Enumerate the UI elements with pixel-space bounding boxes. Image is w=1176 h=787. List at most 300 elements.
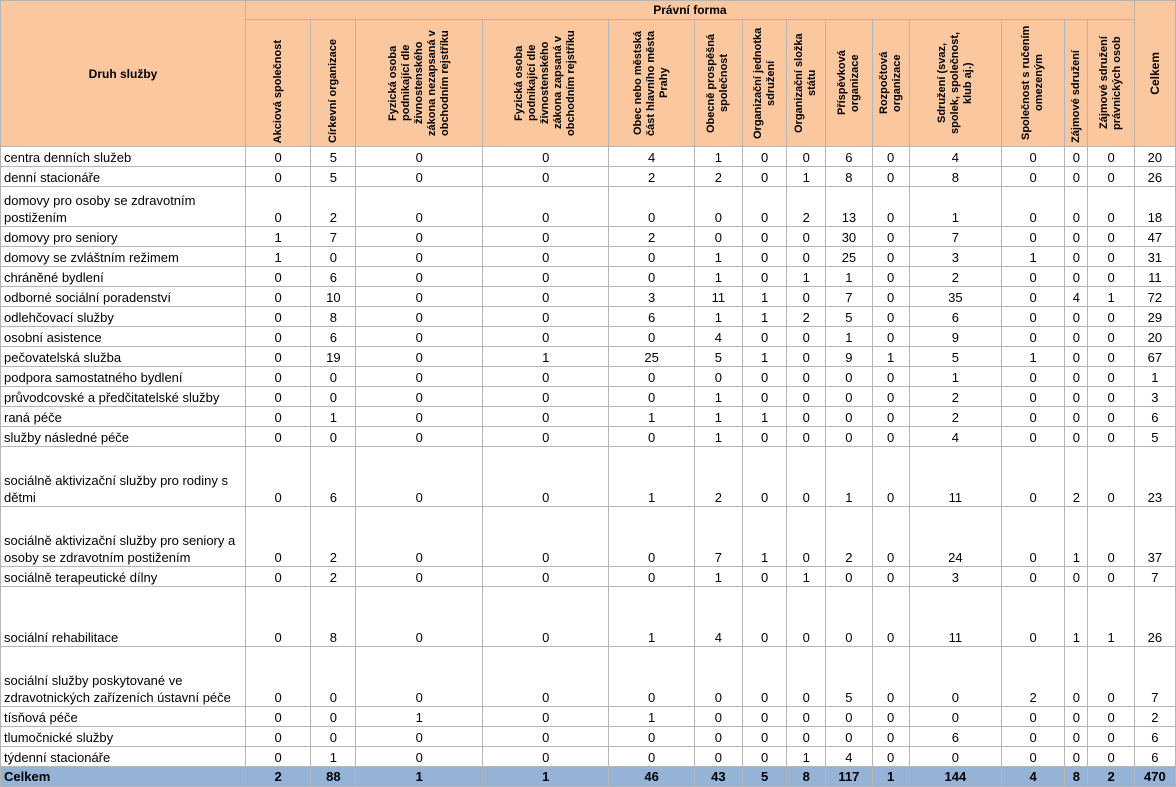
column-header: Akciová společnost — [246, 20, 311, 147]
column-header: Fyzická osoba podnikající dle živnostenského zákona nezapsaná v obchodním rejstříku — [356, 20, 483, 147]
table-cell: 0 — [356, 307, 483, 327]
row-total: 1 — [1134, 367, 1175, 387]
table-cell: 0 — [1065, 727, 1088, 747]
table-cell: 2 — [909, 387, 1001, 407]
row-total: 23 — [1134, 447, 1175, 507]
service-name: pečovatelská služba — [1, 347, 246, 367]
table-cell: 0 — [356, 287, 483, 307]
table-cell: 0 — [694, 707, 742, 727]
row-total: 6 — [1134, 727, 1175, 747]
table-cell: 2 — [694, 447, 742, 507]
table-cell: 0 — [872, 167, 909, 187]
table-cell: 0 — [356, 407, 483, 427]
table-cell: 3 — [609, 287, 694, 307]
service-name: osobní asistence — [1, 327, 246, 347]
table-cell: 0 — [872, 247, 909, 267]
table-cell: 0 — [482, 227, 609, 247]
table-cell: 9 — [826, 347, 872, 367]
table-cell: 0 — [482, 747, 609, 767]
table-cell: 11 — [694, 287, 742, 307]
row-total: 3 — [1134, 387, 1175, 407]
table-cell: 0 — [356, 427, 483, 447]
table-cell: 0 — [787, 727, 826, 747]
table-body — [1, 147, 1176, 767]
table-cell: 0 — [482, 387, 609, 407]
table-cell: 0 — [787, 407, 826, 427]
table-cell: 0 — [1088, 227, 1134, 247]
table-cell: 0 — [482, 727, 609, 747]
table-cell: 1 — [311, 747, 356, 767]
table-cell: 1 — [743, 507, 787, 567]
column-header: Společnost s ručením omezeným — [1002, 20, 1065, 147]
table-cell: 0 — [743, 367, 787, 387]
table-cell: 0 — [356, 187, 483, 227]
table-cell: 2 — [787, 307, 826, 327]
table-row — [1, 247, 1176, 267]
table-cell: 0 — [743, 267, 787, 287]
table-cell: 0 — [482, 307, 609, 327]
table-cell: 1 — [1002, 247, 1065, 267]
table-cell: 0 — [1002, 307, 1065, 327]
table-cell: 0 — [826, 387, 872, 407]
table-cell: 0 — [1065, 307, 1088, 327]
table-cell: 5 — [311, 167, 356, 187]
table-cell: 1 — [694, 147, 742, 167]
total-cell: 4 — [1002, 767, 1065, 787]
table-cell: 0 — [609, 327, 694, 347]
table-cell: 5 — [826, 647, 872, 707]
table-cell: 0 — [1065, 227, 1088, 247]
table-cell: 8 — [311, 587, 356, 647]
table-cell: 0 — [482, 567, 609, 587]
table-cell: 0 — [743, 227, 787, 247]
row-total: 6 — [1134, 407, 1175, 427]
service-name: odborné sociální poradenství — [1, 287, 246, 307]
table-cell: 0 — [694, 727, 742, 747]
group-header: Právní forma — [246, 1, 1135, 20]
table-cell: 0 — [1002, 367, 1065, 387]
table-cell: 0 — [482, 187, 609, 227]
table-cell: 7 — [694, 507, 742, 567]
table-cell: 0 — [311, 367, 356, 387]
table-cell: 0 — [694, 747, 742, 767]
table-row — [1, 187, 1176, 227]
table-cell: 0 — [246, 587, 311, 647]
table-cell: 2 — [1002, 647, 1065, 707]
table-cell: 0 — [694, 367, 742, 387]
service-name: sociálně aktivizační služby pro rodiny s dětmi — [1, 447, 246, 507]
table-cell: 0 — [1002, 587, 1065, 647]
table-cell: 0 — [1002, 727, 1065, 747]
table-cell: 5 — [694, 347, 742, 367]
table-cell: 1 — [787, 567, 826, 587]
table-cell: 1 — [1002, 347, 1065, 367]
table-cell: 1 — [694, 247, 742, 267]
service-name: odlehčovací služby — [1, 307, 246, 327]
table-cell: 0 — [872, 227, 909, 247]
table-cell: 1 — [826, 267, 872, 287]
table-cell: 6 — [909, 307, 1001, 327]
table-cell: 0 — [826, 367, 872, 387]
table-cell: 0 — [482, 427, 609, 447]
table-cell: 1 — [694, 427, 742, 447]
table-row — [1, 387, 1176, 407]
table-cell: 0 — [356, 347, 483, 367]
table-cell: 0 — [1002, 747, 1065, 767]
table-cell: 2 — [787, 187, 826, 227]
table-cell: 0 — [356, 247, 483, 267]
total-cell: 88 — [311, 767, 356, 787]
table-cell: 2 — [1065, 447, 1088, 507]
table-cell: 0 — [743, 147, 787, 167]
table-cell: 1 — [743, 347, 787, 367]
table-cell: 0 — [1065, 747, 1088, 767]
service-name: služby následné péče — [1, 427, 246, 447]
table-row — [1, 267, 1176, 287]
table-footer — [1, 767, 1176, 787]
table-cell: 35 — [909, 287, 1001, 307]
service-name: domovy pro osoby se zdravotním postižením — [1, 187, 246, 227]
table-cell: 0 — [311, 727, 356, 747]
table-cell: 0 — [872, 507, 909, 567]
table-cell: 0 — [1088, 187, 1134, 227]
table-cell: 7 — [311, 227, 356, 247]
column-header: Rozpočtová organizace — [872, 20, 909, 147]
table-cell: 0 — [787, 587, 826, 647]
table-cell: 0 — [872, 387, 909, 407]
table-cell: 0 — [356, 747, 483, 767]
table-cell: 0 — [826, 587, 872, 647]
table-cell: 0 — [1002, 147, 1065, 167]
table-cell: 0 — [1065, 647, 1088, 707]
column-header: Zájmové sdružení právnických osob — [1088, 20, 1134, 147]
table-cell: 0 — [1065, 367, 1088, 387]
table-cell: 0 — [787, 427, 826, 447]
table-cell: 0 — [482, 247, 609, 267]
table-cell: 0 — [1002, 407, 1065, 427]
column-header: Fyzická osoba podnikající dle živnostenského zákona zapsaná v obchodním rejstříku — [482, 20, 609, 147]
table-cell: 0 — [743, 247, 787, 267]
table-cell: 0 — [356, 227, 483, 247]
table-cell: 0 — [872, 187, 909, 227]
table-cell: 2 — [909, 407, 1001, 427]
table-cell: 0 — [356, 367, 483, 387]
table-cell: 0 — [609, 747, 694, 767]
table-row — [1, 587, 1176, 647]
table-cell: 0 — [356, 507, 483, 567]
table-row — [1, 707, 1176, 727]
table-cell: 0 — [356, 587, 483, 647]
table-cell: 0 — [356, 567, 483, 587]
row-header: Druh služby — [1, 1, 246, 147]
table-cell: 0 — [246, 167, 311, 187]
table-cell: 2 — [609, 227, 694, 247]
table-cell: 10 — [311, 287, 356, 307]
table-cell: 0 — [1065, 407, 1088, 427]
table-cell: 0 — [246, 387, 311, 407]
table-cell: 1 — [609, 447, 694, 507]
table-cell: 0 — [482, 267, 609, 287]
table-cell: 0 — [1088, 407, 1134, 427]
table-cell: 0 — [482, 147, 609, 167]
table-cell: 0 — [743, 387, 787, 407]
table-cell: 2 — [826, 507, 872, 567]
table-cell: 1 — [356, 707, 483, 727]
table-cell: 2 — [909, 267, 1001, 287]
table-cell: 0 — [826, 707, 872, 727]
table-cell: 1 — [826, 327, 872, 347]
column-header: Organizační jednotka sdružení — [743, 20, 787, 147]
table-cell: 1 — [787, 267, 826, 287]
column-header: Církevní organizace — [311, 20, 356, 147]
table-cell: 1 — [787, 747, 826, 767]
table-cell: 0 — [872, 147, 909, 167]
table-cell: 0 — [246, 507, 311, 567]
table-cell: 5 — [909, 347, 1001, 367]
column-header: Obecně prospěšná společnost — [694, 20, 742, 147]
table-row — [1, 747, 1176, 767]
column-header: Sdružení (svaz, spolek, společnost, klub aj.) — [909, 20, 1001, 147]
row-total: 11 — [1134, 267, 1175, 287]
table-cell: 7 — [909, 227, 1001, 247]
row-total: 26 — [1134, 167, 1175, 187]
table-cell: 0 — [787, 707, 826, 727]
table-cell: 11 — [909, 447, 1001, 507]
table-cell: 0 — [246, 407, 311, 427]
table-cell: 0 — [872, 567, 909, 587]
table-cell: 0 — [482, 367, 609, 387]
table-row — [1, 427, 1176, 447]
table-cell: 8 — [826, 167, 872, 187]
column-header: Obec nebo městská část hlavního města Prahy — [609, 20, 694, 147]
table-cell: 0 — [872, 427, 909, 447]
table-cell: 0 — [694, 647, 742, 707]
table-cell: 0 — [872, 267, 909, 287]
row-total: 31 — [1134, 247, 1175, 267]
table-cell: 0 — [356, 447, 483, 507]
table-cell: 0 — [1088, 507, 1134, 567]
service-name: raná péče — [1, 407, 246, 427]
table-cell: 0 — [482, 407, 609, 427]
table-cell: 0 — [1088, 267, 1134, 287]
table-cell: 0 — [909, 747, 1001, 767]
table-cell: 1 — [609, 407, 694, 427]
service-name: tlumočnické služby — [1, 727, 246, 747]
table-cell: 7 — [826, 287, 872, 307]
table-cell: 13 — [826, 187, 872, 227]
table-cell: 0 — [694, 187, 742, 227]
table-cell: 0 — [1088, 347, 1134, 367]
service-name: průvodcovské a předčitatelské služby — [1, 387, 246, 407]
table-cell: 0 — [1088, 707, 1134, 727]
table-cell: 3 — [909, 247, 1001, 267]
table-cell: 4 — [609, 147, 694, 167]
table-cell: 1 — [246, 227, 311, 247]
total-cell: 5 — [743, 767, 787, 787]
table-cell: 0 — [1088, 307, 1134, 327]
table-cell: 0 — [1065, 247, 1088, 267]
table-cell: 0 — [743, 327, 787, 347]
table-cell: 0 — [743, 427, 787, 447]
table-cell: 4 — [909, 427, 1001, 447]
table-cell: 0 — [1088, 367, 1134, 387]
table-cell: 0 — [1002, 227, 1065, 247]
table-cell: 0 — [609, 387, 694, 407]
service-name: tísňová péče — [1, 707, 246, 727]
table-cell: 4 — [909, 147, 1001, 167]
table-cell: 1 — [872, 347, 909, 367]
table-cell: 0 — [787, 447, 826, 507]
row-total: 20 — [1134, 327, 1175, 347]
table-cell: 0 — [609, 267, 694, 287]
table-cell: 1 — [743, 407, 787, 427]
table-cell: 6 — [311, 447, 356, 507]
service-name: sociálně terapeutické dílny — [1, 567, 246, 587]
table-cell: 11 — [909, 587, 1001, 647]
table-cell: 0 — [872, 747, 909, 767]
table-cell: 0 — [787, 347, 826, 367]
row-total: 67 — [1134, 347, 1175, 367]
table-cell: 0 — [482, 507, 609, 567]
table-cell: 0 — [246, 707, 311, 727]
table-cell: 2 — [694, 167, 742, 187]
table-cell: 0 — [826, 567, 872, 587]
table-cell: 0 — [1002, 507, 1065, 567]
service-name: sociální služby poskytované ve zdravotnických zařízeních ústavní péče — [1, 647, 246, 707]
column-header: Organizační složka státu — [787, 20, 826, 147]
total-label: Celkem — [1, 767, 246, 787]
table-cell: 6 — [311, 327, 356, 347]
row-total: 7 — [1134, 647, 1175, 707]
table-cell: 0 — [246, 367, 311, 387]
table-cell: 0 — [826, 407, 872, 427]
table-cell: 1 — [694, 567, 742, 587]
table-cell: 0 — [246, 327, 311, 347]
total-header: Celkem — [1134, 1, 1175, 147]
table-row — [1, 347, 1176, 367]
table-cell: 0 — [826, 427, 872, 447]
service-name: centra denních služeb — [1, 147, 246, 167]
table-row — [1, 567, 1176, 587]
total-cell: 46 — [609, 767, 694, 787]
table-cell: 0 — [482, 287, 609, 307]
total-cell: 43 — [694, 767, 742, 787]
table-cell: 0 — [872, 587, 909, 647]
table-cell: 0 — [1088, 147, 1134, 167]
table-cell: 0 — [1002, 387, 1065, 407]
table-cell: 0 — [609, 427, 694, 447]
table-cell: 0 — [1065, 347, 1088, 367]
table-row — [1, 407, 1176, 427]
table-cell: 0 — [1088, 167, 1134, 187]
row-total: 5 — [1134, 427, 1175, 447]
service-name: týdenní stacionáře — [1, 747, 246, 767]
table-cell: 0 — [1002, 287, 1065, 307]
table-cell: 0 — [1088, 567, 1134, 587]
table-cell: 0 — [1088, 427, 1134, 447]
table-cell: 1 — [311, 407, 356, 427]
table-cell: 0 — [609, 507, 694, 567]
table-cell: 0 — [1065, 707, 1088, 727]
table-cell: 1 — [743, 307, 787, 327]
table-cell: 0 — [872, 447, 909, 507]
table-cell: 6 — [826, 147, 872, 167]
table-row — [1, 367, 1176, 387]
table-cell: 0 — [482, 647, 609, 707]
table-cell: 0 — [743, 167, 787, 187]
table-cell: 0 — [1002, 427, 1065, 447]
table-cell: 0 — [311, 387, 356, 407]
table-cell: 0 — [246, 147, 311, 167]
table-cell: 0 — [872, 287, 909, 307]
table-cell: 0 — [909, 707, 1001, 727]
table-cell: 1 — [694, 267, 742, 287]
total-cell: 144 — [909, 767, 1001, 787]
table-cell: 0 — [246, 567, 311, 587]
table-cell: 0 — [1065, 267, 1088, 287]
table-cell: 0 — [246, 447, 311, 507]
table-cell: 0 — [356, 147, 483, 167]
table-cell: 0 — [787, 327, 826, 347]
table-row — [1, 227, 1176, 247]
service-name: domovy se zvláštním režimem — [1, 247, 246, 267]
row-total: 26 — [1134, 587, 1175, 647]
row-total: 29 — [1134, 307, 1175, 327]
table-cell: 0 — [246, 727, 311, 747]
table-cell: 0 — [1088, 387, 1134, 407]
table-cell: 0 — [872, 307, 909, 327]
table-cell: 0 — [1065, 427, 1088, 447]
table-cell: 0 — [1002, 187, 1065, 227]
table-cell: 1 — [787, 167, 826, 187]
table-cell: 2 — [311, 507, 356, 567]
table-header — [1, 1, 1176, 147]
table-cell: 0 — [743, 587, 787, 647]
table-cell: 0 — [1002, 167, 1065, 187]
table-cell: 4 — [694, 327, 742, 347]
table-cell: 0 — [872, 327, 909, 347]
table-cell: 0 — [482, 587, 609, 647]
table-row — [1, 287, 1176, 307]
row-total: 37 — [1134, 507, 1175, 567]
table-cell: 0 — [743, 567, 787, 587]
table-cell: 6 — [311, 267, 356, 287]
table-cell: 8 — [909, 167, 1001, 187]
service-name: sociální rehabilitace — [1, 587, 246, 647]
service-name: podpora samostatného bydlení — [1, 367, 246, 387]
table-cell: 0 — [1002, 267, 1065, 287]
table-cell: 5 — [826, 307, 872, 327]
table-cell: 5 — [311, 147, 356, 167]
total-cell: 1 — [872, 767, 909, 787]
total-cell: 2 — [246, 767, 311, 787]
table-cell: 0 — [246, 307, 311, 327]
table-cell: 0 — [1088, 747, 1134, 767]
total-cell: 8 — [1065, 767, 1088, 787]
service-name: denní stacionáře — [1, 167, 246, 187]
table-cell: 0 — [482, 707, 609, 727]
table-cell: 24 — [909, 507, 1001, 567]
table-cell: 0 — [609, 647, 694, 707]
table-cell: 1 — [609, 707, 694, 727]
row-total: 7 — [1134, 567, 1175, 587]
table-row — [1, 327, 1176, 347]
table-cell: 0 — [1065, 327, 1088, 347]
table-row — [1, 167, 1176, 187]
table-cell: 1 — [1065, 587, 1088, 647]
table-cell: 0 — [826, 727, 872, 747]
total-cell: 1 — [482, 767, 609, 787]
